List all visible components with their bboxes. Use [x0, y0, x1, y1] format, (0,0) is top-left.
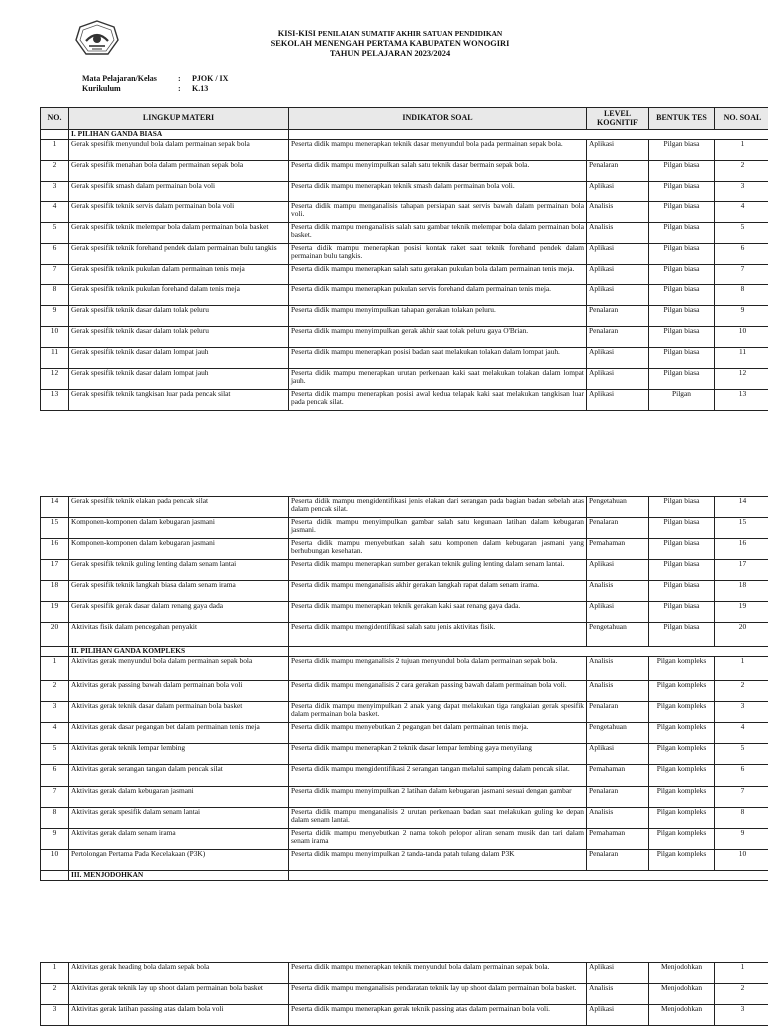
- doc-title-line1: KISI-KISI PENILAIAN SUMATIF AKHIR SATUAN PENDIDIKAN: [150, 29, 630, 39]
- row-no-soal: 3: [715, 182, 768, 202]
- row-no-soal: 14: [715, 497, 768, 518]
- row-lingkup-materi: Gerak spesifik teknik elakan pada pencak silat: [69, 497, 289, 518]
- table-row: [41, 829, 768, 850]
- row-no: 4: [41, 723, 69, 744]
- row-lingkup-materi: Aktivitas gerak passing bawah dalam permainan bola voli: [69, 681, 289, 702]
- row-lingkup-materi: Komponen-komponen dalam kebugaran jasmani: [69, 518, 289, 539]
- table-row: [41, 765, 768, 787]
- row-no-soal: 9: [715, 829, 768, 850]
- row-bentuk-tes: Pilgan biasa: [649, 306, 715, 327]
- col-header-indikator-soal: INDIKATOR SOAL: [289, 108, 587, 130]
- row-level-kognitif: Pengetahuan: [587, 497, 649, 518]
- row-lingkup-materi: Gerak spesifik teknik guling lenting dalam senam lantai: [69, 560, 289, 581]
- row-no-soal: 4: [715, 723, 768, 744]
- row-no-soal: 5: [715, 744, 768, 765]
- table-row: [41, 182, 768, 202]
- row-no: 5: [41, 744, 69, 765]
- row-no: 19: [41, 602, 69, 623]
- row-level-kognitif: Penalaran: [587, 702, 649, 723]
- row-lingkup-materi: Aktivitas gerak spesifik dalam senam lantai: [69, 808, 289, 829]
- row-indikator-soal: Peserta didik mampu menyimpulkan gambar salah satu kegunaan latihan dalam kebugaran jasmani.: [289, 518, 587, 539]
- row-no: 8: [41, 808, 69, 829]
- row-no-soal: 10: [715, 850, 768, 871]
- row-level-kognitif: Penalaran: [587, 306, 649, 327]
- row-bentuk-tes: Pilgan kompleks: [649, 765, 715, 787]
- row-no: 4: [41, 202, 69, 223]
- mapel-label: Mata Pelajaran/Kelas: [82, 74, 157, 84]
- row-bentuk-tes: Pilgan biasa: [649, 581, 715, 602]
- mapel-value: PJOK / IX: [192, 74, 228, 84]
- table-row: [41, 348, 768, 369]
- table-row: [41, 581, 768, 602]
- section-empty-cell: [289, 871, 768, 881]
- row-no-soal: 3: [715, 702, 768, 723]
- row-no: 2: [41, 161, 69, 182]
- row-bentuk-tes: Pilgan biasa: [649, 161, 715, 182]
- row-indikator-soal: Peserta didik mampu menyimpulkan tahapan gerakan tolakan peluru.: [289, 306, 587, 327]
- row-indikator-soal: Peserta didik mampu menyimpulkan 2 tanda-tanda patah tulang dalam P3K: [289, 850, 587, 871]
- row-indikator-soal: Peserta didik mampu menyebutkan 2 nama tokoh pelopor aliran senam musik dan tari dalam senam irama: [289, 829, 587, 850]
- row-lingkup-materi: Gerak spesifik menahan bola dalam permainan sepak bola: [69, 161, 289, 182]
- kurikulum-label: Kurikulum: [82, 84, 121, 94]
- row-level-kognitif: Aplikasi: [587, 1005, 649, 1026]
- row-level-kognitif: Pemahaman: [587, 765, 649, 787]
- row-lingkup-materi: Gerak spesifik teknik dasar dalam tolak peluru: [69, 306, 289, 327]
- row-lingkup-materi: Aktivitas gerak latihan passing atas dalam bola voli: [69, 1005, 289, 1026]
- section-title: II. PILIHAN GANDA KOMPLEKS: [69, 647, 289, 657]
- row-no-soal: 19: [715, 602, 768, 623]
- row-level-kognitif: Penalaran: [587, 787, 649, 808]
- row-no: 3: [41, 182, 69, 202]
- table-row: [41, 963, 768, 984]
- row-indikator-soal: Peserta didik mampu menerapkan sumber gerakan teknik guling lenting dalam senam lantai.: [289, 560, 587, 581]
- row-level-kognitif: Analisis: [587, 581, 649, 602]
- row-no-soal: 5: [715, 223, 768, 244]
- row-lingkup-materi: Aktivitas gerak teknik dasar dalam permainan bola basket: [69, 702, 289, 723]
- col-header-level-kognitif: LEVEL KOGNITIF: [587, 108, 649, 130]
- row-level-kognitif: Penalaran: [587, 850, 649, 871]
- row-no-soal: 1: [715, 963, 768, 984]
- row-level-kognitif: Analisis: [587, 984, 649, 1005]
- col-header-bentuk-tes: BENTUK TES: [649, 108, 715, 130]
- row-indikator-soal: Peserta didik mampu menerapkan 2 teknik dasar lempar lembing gaya menyilang: [289, 744, 587, 765]
- row-bentuk-tes: Pilgan biasa: [649, 265, 715, 285]
- row-no: 2: [41, 681, 69, 702]
- row-no-soal: 15: [715, 518, 768, 539]
- table-row: [41, 702, 768, 723]
- row-no: 6: [41, 765, 69, 787]
- row-indikator-soal: Peserta didik mampu menyebutkan salah satu komponen dalam kebugaran jasmani yang berhubungan kesehatan.: [289, 539, 587, 560]
- row-lingkup-materi: Gerak spesifik teknik dasar dalam lompat jauh: [69, 369, 289, 390]
- row-bentuk-tes: Pilgan kompleks: [649, 657, 715, 681]
- row-lingkup-materi: Gerak spesifik gerak dasar dalam renang gaya dada: [69, 602, 289, 623]
- row-no: 17: [41, 560, 69, 581]
- row-level-kognitif: Penalaran: [587, 161, 649, 182]
- row-lingkup-materi: Gerak spesifik teknik pukulan forehand dalam tenis meja: [69, 285, 289, 306]
- table-row: [41, 560, 768, 581]
- row-level-kognitif: Aplikasi: [587, 744, 649, 765]
- row-level-kognitif: Pemahaman: [587, 539, 649, 560]
- table-row: [41, 265, 768, 285]
- row-lingkup-materi: Gerak spesifik teknik pukulan dalam permainan tenis meja: [69, 265, 289, 285]
- row-level-kognitif: Analisis: [587, 808, 649, 829]
- row-indikator-soal: Peserta didik mampu menganalisis tahapan persiapan saat servis bawah dalam permainan bola voli.: [289, 202, 587, 223]
- row-level-kognitif: Aplikasi: [587, 348, 649, 369]
- row-bentuk-tes: Pilgan: [649, 390, 715, 411]
- row-indikator-soal: Peserta didik mampu menganalisis 2 cara gerakan passing bawah dalam permainan bola voli.: [289, 681, 587, 702]
- row-bentuk-tes: Pilgan biasa: [649, 285, 715, 306]
- row-no: 7: [41, 265, 69, 285]
- row-indikator-soal: Peserta didik mampu menerapkan urutan perkenaan kaki saat melakukan tolakan dalam lompat jauh.: [289, 369, 587, 390]
- row-lingkup-materi: Gerak spesifik menyundul bola dalam permainan sepak bola: [69, 140, 289, 161]
- row-level-kognitif: Aplikasi: [587, 390, 649, 411]
- row-level-kognitif: Aplikasi: [587, 182, 649, 202]
- row-no-soal: 17: [715, 560, 768, 581]
- row-indikator-soal: Peserta didik mampu menerapkan teknik menyundul bola dalam permainan sepak bola.: [289, 963, 587, 984]
- row-indikator-soal: Peserta didik mampu menyimpulkan salah satu teknik dasar bermain sepak bola.: [289, 161, 587, 182]
- row-lingkup-materi: Gerak spesifik teknik forehand pendek dalam permainan bulu tangkis: [69, 244, 289, 265]
- row-indikator-soal: Peserta didik mampu menganalisis akhir gerakan langkah rapat dalam senam irama.: [289, 581, 587, 602]
- row-level-kognitif: Analisis: [587, 657, 649, 681]
- row-no: 14: [41, 497, 69, 518]
- row-lingkup-materi: Aktivitas gerak dalam kebugaran jasmani: [69, 787, 289, 808]
- section-empty-cell: [289, 647, 768, 657]
- table-row: [41, 623, 768, 647]
- row-no: 5: [41, 223, 69, 244]
- row-no: 6: [41, 244, 69, 265]
- row-no-soal: 11: [715, 348, 768, 369]
- row-indikator-soal: Peserta didik mampu menerapkan teknik smash dalam permainan bola voli.: [289, 182, 587, 202]
- row-no: 18: [41, 581, 69, 602]
- table-row: [41, 850, 768, 871]
- row-bentuk-tes: Pilgan biasa: [649, 369, 715, 390]
- row-bentuk-tes: Menjodohkan: [649, 1005, 715, 1026]
- row-bentuk-tes: Pilgan biasa: [649, 244, 715, 265]
- row-bentuk-tes: Pilgan biasa: [649, 223, 715, 244]
- row-no: 20: [41, 623, 69, 647]
- row-level-kognitif: Aplikasi: [587, 560, 649, 581]
- row-no-soal: 12: [715, 369, 768, 390]
- row-lingkup-materi: Aktivitas gerak heading bola dalam sepak bola: [69, 963, 289, 984]
- table-row: [41, 518, 768, 539]
- row-no: 3: [41, 1005, 69, 1026]
- row-indikator-soal: Peserta didik mampu mengidentifikasi 2 serangan tangan melalui samping dalam pencak silat.: [289, 765, 587, 787]
- kisi-table-page2: [40, 496, 768, 881]
- section-header-row: [41, 647, 768, 657]
- row-no-soal: 16: [715, 539, 768, 560]
- table-row: [41, 244, 768, 265]
- row-lingkup-materi: Gerak spesifik teknik dasar dalam tolak peluru: [69, 327, 289, 348]
- row-lingkup-materi: Aktivitas fisik dalam pencegahan penyakit: [69, 623, 289, 647]
- row-lingkup-materi: Aktivitas gerak menyundul bola dalam permainan sepak bola: [69, 657, 289, 681]
- row-indikator-soal: Peserta didik mampu menganalisis pendaratan teknik lay up shoot dalam permainan bola basket.: [289, 984, 587, 1005]
- row-lingkup-materi: Gerak spesifik teknik melempar bola dalam permainan bola basket: [69, 223, 289, 244]
- row-bentuk-tes: Pilgan kompleks: [649, 808, 715, 829]
- row-lingkup-materi: Gerak spesifik teknik tangkisan luar pada pencak silat: [69, 390, 289, 411]
- row-bentuk-tes: Pilgan kompleks: [649, 829, 715, 850]
- row-no-soal: 18: [715, 581, 768, 602]
- table-row: [41, 369, 768, 390]
- row-bentuk-tes: Pilgan kompleks: [649, 723, 715, 744]
- row-lingkup-materi: Pertolongan Pertama Pada Kecelakaan (P3K): [69, 850, 289, 871]
- row-no: 9: [41, 829, 69, 850]
- kisi-table-page1: [40, 107, 768, 411]
- row-indikator-soal: Peserta didik mampu menganalisis 2 tujuan menyundul bola dalam permainan sepak bola.: [289, 657, 587, 681]
- row-lingkup-materi: Gerak spesifik teknik servis dalam permainan bola voli: [69, 202, 289, 223]
- row-bentuk-tes: Pilgan biasa: [649, 560, 715, 581]
- row-no-soal: 4: [715, 202, 768, 223]
- table-row: [41, 539, 768, 560]
- doc-title-line2: SEKOLAH MENENGAH PERTAMA KABUPATEN WONOGIRI: [150, 39, 630, 49]
- row-no: 1: [41, 963, 69, 984]
- row-indikator-soal: Peserta didik mampu menganalisis 2 urutan perkenaan badan saat melakukan guling ke depan dalam senam lantai.: [289, 808, 587, 829]
- row-no-soal: 6: [715, 244, 768, 265]
- row-lingkup-materi: Aktivitas gerak serangan tangan dalam pencak silat: [69, 765, 289, 787]
- row-lingkup-materi: Gerak spesifik teknik dasar dalam lompat jauh: [69, 348, 289, 369]
- row-no-soal: 1: [715, 657, 768, 681]
- row-no: 12: [41, 369, 69, 390]
- row-no-soal: 10: [715, 327, 768, 348]
- row-bentuk-tes: Pilgan biasa: [649, 140, 715, 161]
- row-no: 7: [41, 787, 69, 808]
- row-level-kognitif: Pengetahuan: [587, 623, 649, 647]
- row-indikator-soal: Peserta didik mampu menyimpulkan 2 latihan dalam kebugaran jasmani sesuai dengan gambar: [289, 787, 587, 808]
- row-bentuk-tes: Pilgan biasa: [649, 623, 715, 647]
- row-no-soal: 13: [715, 390, 768, 411]
- row-bentuk-tes: Menjodohkan: [649, 984, 715, 1005]
- table-row: [41, 161, 768, 182]
- row-indikator-soal: Peserta didik mampu menyebutkan 2 pegangan bet dalam permainan tenis meja.: [289, 723, 587, 744]
- table-row: [41, 657, 768, 681]
- row-bentuk-tes: Pilgan biasa: [649, 518, 715, 539]
- row-no: 13: [41, 390, 69, 411]
- row-bentuk-tes: Pilgan kompleks: [649, 787, 715, 808]
- row-no-soal: 2: [715, 984, 768, 1005]
- row-bentuk-tes: Pilgan kompleks: [649, 850, 715, 871]
- table-row: [41, 390, 768, 411]
- row-lingkup-materi: Aktivitas gerak teknik lay up shoot dalam permainan bola basket: [69, 984, 289, 1005]
- row-bentuk-tes: Pilgan biasa: [649, 327, 715, 348]
- row-level-kognitif: Pemahaman: [587, 829, 649, 850]
- row-bentuk-tes: Pilgan biasa: [649, 202, 715, 223]
- row-no-soal: 8: [715, 808, 768, 829]
- row-level-kognitif: Aplikasi: [587, 602, 649, 623]
- kisi-table-page3: [40, 962, 768, 1026]
- row-level-kognitif: Aplikasi: [587, 244, 649, 265]
- row-bentuk-tes: Pilgan biasa: [649, 348, 715, 369]
- row-lingkup-materi: Komponen-komponen dalam kebugaran jasmani: [69, 539, 289, 560]
- row-level-kognitif: Analisis: [587, 223, 649, 244]
- row-lingkup-materi: Gerak spesifik smash dalam permainan bola voli: [69, 182, 289, 202]
- row-indikator-soal: Peserta didik mampu menyimpulkan gerak akhir saat tolak peluru gaya O'Brian.: [289, 327, 587, 348]
- row-level-kognitif: Penalaran: [587, 518, 649, 539]
- mapel-colon: :: [178, 74, 181, 84]
- row-no-soal: 1: [715, 140, 768, 161]
- row-no: 1: [41, 657, 69, 681]
- row-no-soal: 7: [715, 265, 768, 285]
- row-no-soal: 7: [715, 787, 768, 808]
- row-indikator-soal: Peserta didik mampu menerapkan pukulan servis forehand dalam permainan tenis meja.: [289, 285, 587, 306]
- row-no: 8: [41, 285, 69, 306]
- table-row: [41, 984, 768, 1005]
- table-row: [41, 223, 768, 244]
- table-row: [41, 306, 768, 327]
- row-level-kognitif: Analisis: [587, 681, 649, 702]
- row-indikator-soal: Peserta didik mampu mengidentifikasi salah satu jenis aktivitas fisik.: [289, 623, 587, 647]
- row-no: 15: [41, 518, 69, 539]
- row-indikator-soal: Peserta didik mampu menerapkan teknik gerakan kaki saat renang gaya dada.: [289, 602, 587, 623]
- row-indikator-soal: Peserta didik mampu mengidentifikasi jenis elakan dari serangan pada bagian badan sebelah atas dalam pencak silat.: [289, 497, 587, 518]
- row-no: 16: [41, 539, 69, 560]
- row-bentuk-tes: Pilgan biasa: [649, 182, 715, 202]
- section-header-row: [41, 130, 768, 140]
- row-bentuk-tes: Pilgan biasa: [649, 539, 715, 560]
- row-level-kognitif: Penalaran: [587, 327, 649, 348]
- row-bentuk-tes: Pilgan kompleks: [649, 702, 715, 723]
- doc-title-line3: TAHUN PELAJARAN 2023/2024: [150, 49, 630, 59]
- row-lingkup-materi: Aktivitas gerak dasar pegangan bet dalam permainan tenis meja: [69, 723, 289, 744]
- row-indikator-soal: Peserta didik mampu menganalisis salah satu gambar teknik melempar bola dalam permainan bola basket.: [289, 223, 587, 244]
- row-lingkup-materi: Gerak spesifik teknik langkah biasa dalam senam irama: [69, 581, 289, 602]
- table-row: [41, 1005, 768, 1026]
- row-level-kognitif: Pengetahuan: [587, 723, 649, 744]
- row-indikator-soal: Peserta didik mampu menerapkan gerak teknik passing atas dalam permainan bola voli.: [289, 1005, 587, 1026]
- section-title: I. PILIHAN GANDA BIASA: [69, 130, 289, 140]
- table-row: [41, 681, 768, 702]
- table-row: [41, 497, 768, 518]
- row-indikator-soal: Peserta didik mampu menerapkan posisi kontak raket saat teknik forehand pendek dalam permainan bulu tangkis.: [289, 244, 587, 265]
- row-no-soal: 9: [715, 306, 768, 327]
- row-no-soal: 3: [715, 1005, 768, 1026]
- section-no-cell: [41, 871, 69, 881]
- row-level-kognitif: Aplikasi: [587, 140, 649, 161]
- row-no: 10: [41, 327, 69, 348]
- row-no-soal: 2: [715, 681, 768, 702]
- table-header-row: [41, 108, 768, 130]
- section-no-cell: [41, 647, 69, 657]
- table-row: [41, 808, 768, 829]
- row-no: 2: [41, 984, 69, 1005]
- table-row: [41, 285, 768, 306]
- kurikulum-value: K.13: [192, 84, 208, 94]
- row-indikator-soal: Peserta didik mampu menerapkan posisi awal kedua telapak kaki saat melakukan tangkisan luar pada pencak silat.: [289, 390, 587, 411]
- row-bentuk-tes: Menjodohkan: [649, 963, 715, 984]
- row-indikator-soal: Peserta didik mampu menerapkan teknik dasar menyundul bola pada permainan sepak bola.: [289, 140, 587, 161]
- row-no: 9: [41, 306, 69, 327]
- col-header-lingkup-materi: LINGKUP MATERI: [69, 108, 289, 130]
- school-emblem-icon: [75, 20, 119, 58]
- row-lingkup-materi: Aktivitas gerak teknik lempar lembing: [69, 744, 289, 765]
- kurikulum-colon: :: [178, 84, 181, 94]
- table-row: [41, 202, 768, 223]
- row-bentuk-tes: Pilgan biasa: [649, 602, 715, 623]
- table-row: [41, 744, 768, 765]
- row-level-kognitif: Analisis: [587, 202, 649, 223]
- table-row: [41, 787, 768, 808]
- section-header-row: [41, 871, 768, 881]
- row-no-soal: 6: [715, 765, 768, 787]
- row-bentuk-tes: Pilgan kompleks: [649, 681, 715, 702]
- table-row: [41, 602, 768, 623]
- row-level-kognitif: Aplikasi: [587, 285, 649, 306]
- row-indikator-soal: Peserta didik mampu menerapkan posisi badan saat melakukan tolakan dalam lompat jauh.: [289, 348, 587, 369]
- row-no: 3: [41, 702, 69, 723]
- row-level-kognitif: Aplikasi: [587, 265, 649, 285]
- section-title: III. MENJODOHKAN: [69, 871, 289, 881]
- row-no: 1: [41, 140, 69, 161]
- col-header-no: NO.: [41, 108, 69, 130]
- row-no-soal: 2: [715, 161, 768, 182]
- row-level-kognitif: Aplikasi: [587, 369, 649, 390]
- row-indikator-soal: Peserta didik mampu menyimpulkan 2 anak yang dapat melakukan tiga rangkaian gerak spesifik dalam permainan bola basket.: [289, 702, 587, 723]
- row-no: 11: [41, 348, 69, 369]
- row-level-kognitif: Aplikasi: [587, 963, 649, 984]
- row-no: 10: [41, 850, 69, 871]
- section-empty-cell: [289, 130, 768, 140]
- row-indikator-soal: Peserta didik mampu menerapkan salah satu gerakan pukulan bola dalam permainan tenis meja.: [289, 265, 587, 285]
- row-lingkup-materi: Aktivitas gerak dalam senam irama: [69, 829, 289, 850]
- col-header-no-soal: NO. SOAL: [715, 108, 768, 130]
- row-bentuk-tes: Pilgan biasa: [649, 497, 715, 518]
- row-no-soal: 8: [715, 285, 768, 306]
- table-row: [41, 723, 768, 744]
- table-row: [41, 327, 768, 348]
- table-row: [41, 140, 768, 161]
- row-no-soal: 20: [715, 623, 768, 647]
- row-bentuk-tes: Pilgan kompleks: [649, 744, 715, 765]
- section-no-cell: [41, 130, 69, 140]
